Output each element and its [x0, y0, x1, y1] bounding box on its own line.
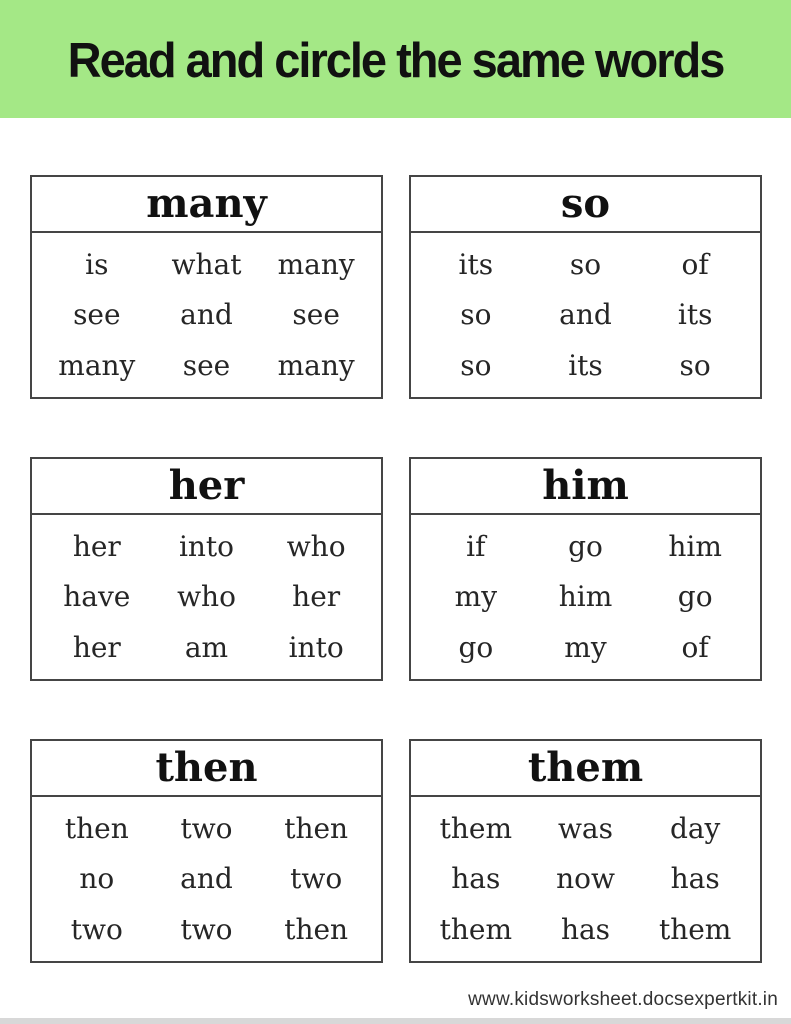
- page-title: Read and circle the same words: [67, 31, 724, 87]
- word-grid: [411, 797, 760, 961]
- word-card-them: [409, 739, 762, 963]
- word-cell[interactable]: them: [439, 913, 513, 947]
- card-target-word: then: [32, 741, 381, 797]
- word-cell[interactable]: its: [677, 298, 713, 332]
- word-cell[interactable]: who: [286, 529, 346, 563]
- title-banner: [0, 0, 791, 118]
- word-cell[interactable]: of: [681, 247, 709, 281]
- word-cell[interactable]: then: [64, 811, 129, 845]
- word-cell[interactable]: my: [564, 631, 607, 665]
- word-cell[interactable]: day: [669, 811, 721, 845]
- word-grid: [411, 515, 760, 679]
- card-target-word: him: [411, 459, 760, 515]
- word-cell[interactable]: its: [458, 247, 494, 281]
- word-cell[interactable]: two: [290, 862, 343, 896]
- word-cell[interactable]: then: [284, 913, 349, 947]
- word-cell[interactable]: so: [569, 247, 602, 281]
- card-target-word: so: [411, 177, 760, 233]
- word-cell[interactable]: is: [85, 247, 109, 281]
- word-cell[interactable]: and: [559, 298, 612, 332]
- word-cell[interactable]: now: [556, 862, 615, 896]
- word-cell[interactable]: was: [557, 811, 613, 845]
- word-cell[interactable]: what: [171, 247, 242, 281]
- word-cell[interactable]: who: [177, 580, 236, 614]
- word-cell[interactable]: go: [458, 631, 494, 665]
- word-grid: [32, 515, 381, 679]
- word-cell[interactable]: so: [679, 349, 711, 383]
- word-cell[interactable]: and: [180, 862, 233, 896]
- word-cell[interactable]: has: [560, 913, 611, 947]
- word-cell[interactable]: see: [292, 298, 340, 332]
- word-card-him: [409, 457, 762, 681]
- word-card-her: [30, 457, 383, 681]
- word-grid: [411, 233, 760, 397]
- word-cell[interactable]: into: [178, 529, 235, 563]
- word-cell[interactable]: if: [466, 529, 486, 563]
- word-cell[interactable]: so: [460, 349, 492, 383]
- word-cell[interactable]: my: [454, 580, 498, 614]
- word-cell[interactable]: have: [63, 580, 131, 614]
- bottom-bar: [0, 1018, 791, 1024]
- word-cell[interactable]: go: [677, 580, 713, 614]
- word-cell[interactable]: many: [277, 247, 355, 281]
- word-cell[interactable]: her: [72, 529, 121, 563]
- word-card-then: [30, 739, 383, 963]
- footer: [468, 989, 778, 1011]
- word-cell[interactable]: two: [180, 913, 233, 947]
- word-grid: [32, 797, 381, 961]
- card-target-word: them: [411, 741, 760, 797]
- word-cell[interactable]: them: [439, 811, 513, 845]
- word-cell[interactable]: two: [180, 811, 233, 845]
- card-target-word: many: [32, 177, 381, 233]
- word-cell[interactable]: of: [681, 631, 709, 665]
- word-cell[interactable]: her: [292, 580, 341, 614]
- worksheet-grid: [30, 175, 762, 963]
- word-cell[interactable]: see: [182, 349, 231, 383]
- word-cell[interactable]: him: [558, 580, 613, 614]
- footer-url: www.kidsworksheet.docsexpertkit.in: [468, 989, 778, 1010]
- word-cell[interactable]: into: [288, 631, 344, 665]
- word-cell[interactable]: many: [58, 349, 136, 383]
- word-cell[interactable]: her: [72, 631, 121, 665]
- word-cell[interactable]: see: [73, 298, 121, 332]
- word-cell[interactable]: has: [670, 862, 720, 896]
- word-cell[interactable]: so: [460, 298, 492, 332]
- word-cell[interactable]: and: [180, 298, 233, 332]
- word-card-so: [409, 175, 762, 399]
- word-cell[interactable]: them: [658, 913, 732, 947]
- card-target-word: her: [32, 459, 381, 515]
- word-cell[interactable]: two: [70, 913, 123, 947]
- word-cell[interactable]: him: [668, 529, 722, 563]
- word-cell[interactable]: go: [568, 529, 603, 563]
- word-cell[interactable]: its: [568, 349, 603, 383]
- word-cell[interactable]: then: [284, 811, 349, 845]
- word-cell[interactable]: am: [184, 631, 229, 665]
- word-cell[interactable]: has: [451, 862, 501, 896]
- word-grid: [32, 233, 381, 397]
- word-card-many: [30, 175, 383, 399]
- word-cell[interactable]: many: [277, 349, 355, 383]
- word-cell[interactable]: no: [79, 862, 115, 896]
